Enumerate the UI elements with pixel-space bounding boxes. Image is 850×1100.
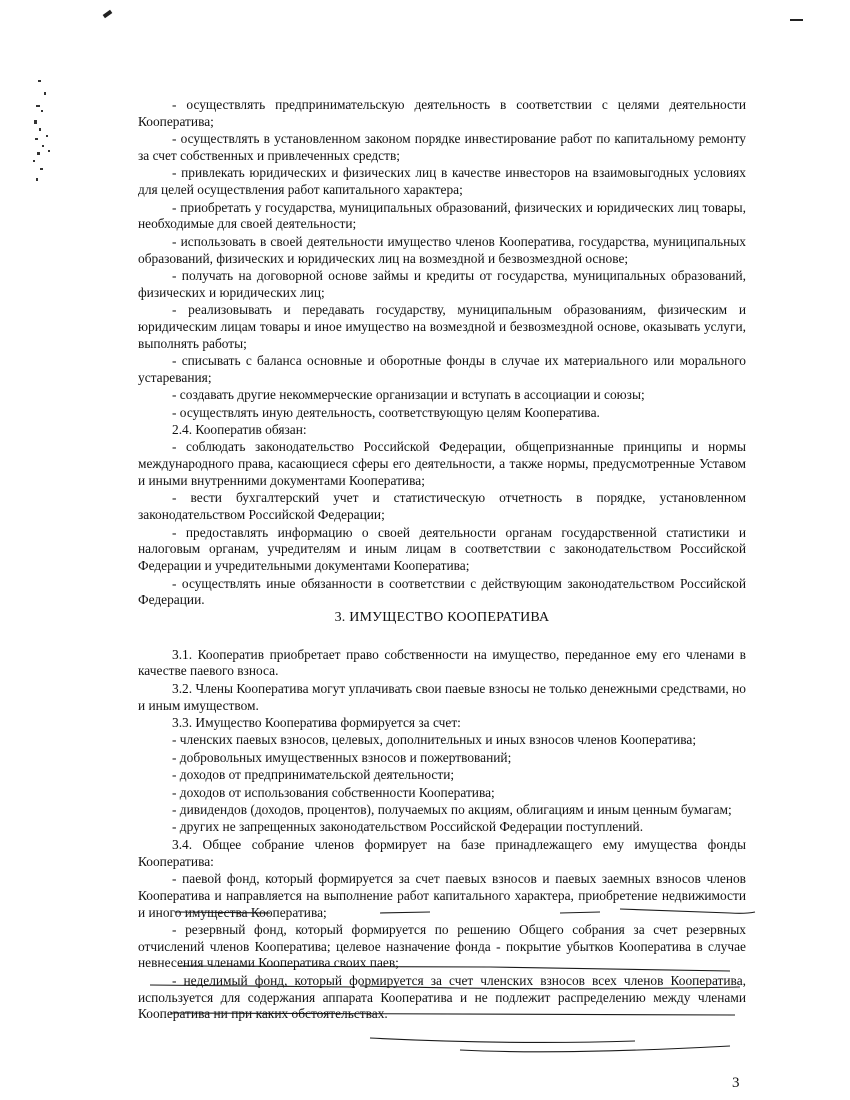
- page-number: 3: [732, 1075, 740, 1091]
- paragraph: - соблюдать законодательство Российской Федерации, общепризнанные принципы и нормы международного права, касающиеся сферы его деятельности, а также нормы, предусмотренные Уставом и иными внутренними документами Кооператива;: [138, 439, 746, 489]
- paragraph: - приобретать у государства, муниципальных образований, физических и юридических лиц товары, необходимые для своей деятельности;: [138, 199, 746, 232]
- paragraph: 3.1. Кооператив приобретает право собственности на имущество, переданное ему его членами в качестве паевого взноса.: [138, 646, 746, 679]
- paragraph: - реализовывать и передавать государству, муниципальным образованиям, физическим и юридическим лицам товары и иное имущество на возмездной и безвозмездной основе, оказывать услуги, выполнять работы;: [138, 302, 746, 351]
- scan-mark-top-left: [103, 10, 113, 18]
- pen-underline-marks: [130, 895, 760, 1070]
- paragraph: - резервный фонд, который формируется по решению Общего собрания за счет резервных отчислений членов Кооператива; целевое назначение фонда - покрытие убытков Кооператива в случае невнесения членами Кооператива своих паев;: [138, 921, 746, 971]
- paragraph: 3.2. Члены Кооператива могут уплачивать свои паевые взносы не только денежными средствами, но и иным имуществом.: [138, 680, 746, 713]
- paragraph: - дивидендов (доходов, процентов), получаемых по акциям, облигациям и иным ценным бумагам;: [172, 801, 732, 817]
- paragraph: - создавать другие некоммерческие организации и вступать в ассоциации и союзы;: [172, 387, 645, 403]
- paragraph: - привлекать юридических и физических лиц в качестве инвесторов на взаимовыгодных условиях для целей осуществления работ капитального характера;: [138, 165, 746, 198]
- scan-mark-top-right: [790, 19, 803, 21]
- paragraph: - предоставлять информацию о своей деятельности органам государственной статистики и налоговым органам, учредителям и иным лицам в соответствии с законодательством Российской Федерации и учредительными документами Кооператива;: [138, 524, 746, 574]
- paragraph: - добровольных имущественных взносов и пожертвований;: [172, 749, 512, 765]
- paragraph: - вести бухгалтерский учет и статистическую отчетность в порядке, установленном законодательством Российской Федерации;: [138, 490, 746, 523]
- paragraph: - доходов от предпринимательской деятельности;: [172, 767, 455, 783]
- paragraph: - осуществлять предпринимательскую деятельность в соответствии с целями деятельности Кооператива;: [138, 97, 746, 129]
- document-body: [138, 97, 746, 1023]
- paragraph: - неделимый фонд, который формируется за счет членских взносов всех членов Кооператива, используется для содержания аппарата Кооператива и не подлежит распределению между членами Кооператива ни при каких обстоятельствах.: [138, 972, 746, 1022]
- paragraph: - использовать в своей деятельности имущество членов Кооператива, государства, муниципальных образований, физических и юридических лиц на возмездной и безвозмездной основе;: [138, 233, 746, 266]
- paragraph: - паевой фонд, который формируется за счет паевых взносов и паевых заемных взносов членов Кооператива и направляется на выполнение работ капитального характера, приобретение недвижимости и иного имущества Кооператива;: [138, 870, 746, 920]
- scan-noise-left-margin: [30, 50, 100, 200]
- paragraph: - получать на договорной основе займы и кредиты от государства, муниципальных образований, физических и юридических лиц;: [138, 267, 746, 300]
- paragraph: - осуществлять иную деятельность, соответствующую целям Кооператива.: [172, 404, 600, 420]
- paragraph: - списывать с баланса основные и оборотные фонды в случае их материального или морального устаревания;: [138, 353, 746, 385]
- clause-heading: 2.4. Кооператив обязан:: [172, 422, 307, 438]
- paragraph: - осуществлять иные обязанности в соответствии с действующим законодательством Российской Федерации.: [138, 575, 746, 608]
- paragraph: - членских паевых взносов, целевых, дополнительных и иных взносов членов Кооператива;: [172, 732, 697, 748]
- section-heading: 3. ИМУЩЕСТВО КООПЕРАТИВА: [334, 609, 550, 625]
- paragraph: - доходов от использования собственности Кооператива;: [172, 784, 495, 800]
- paragraph: 3.3. Имущество Кооператива формируется за счет:: [172, 714, 461, 730]
- paragraph: - других не запрещенных законодательством Российской Федерации поступлений.: [172, 819, 644, 835]
- paragraph: - осуществлять в установленном законом порядке инвестирование работ по капитальному ремонту за счет собственных и привлеченных средств;: [138, 131, 746, 163]
- paragraph: 3.4. Общее собрание членов формирует на базе принадлежащего ему имущества фонды Кооператива:: [138, 836, 746, 869]
